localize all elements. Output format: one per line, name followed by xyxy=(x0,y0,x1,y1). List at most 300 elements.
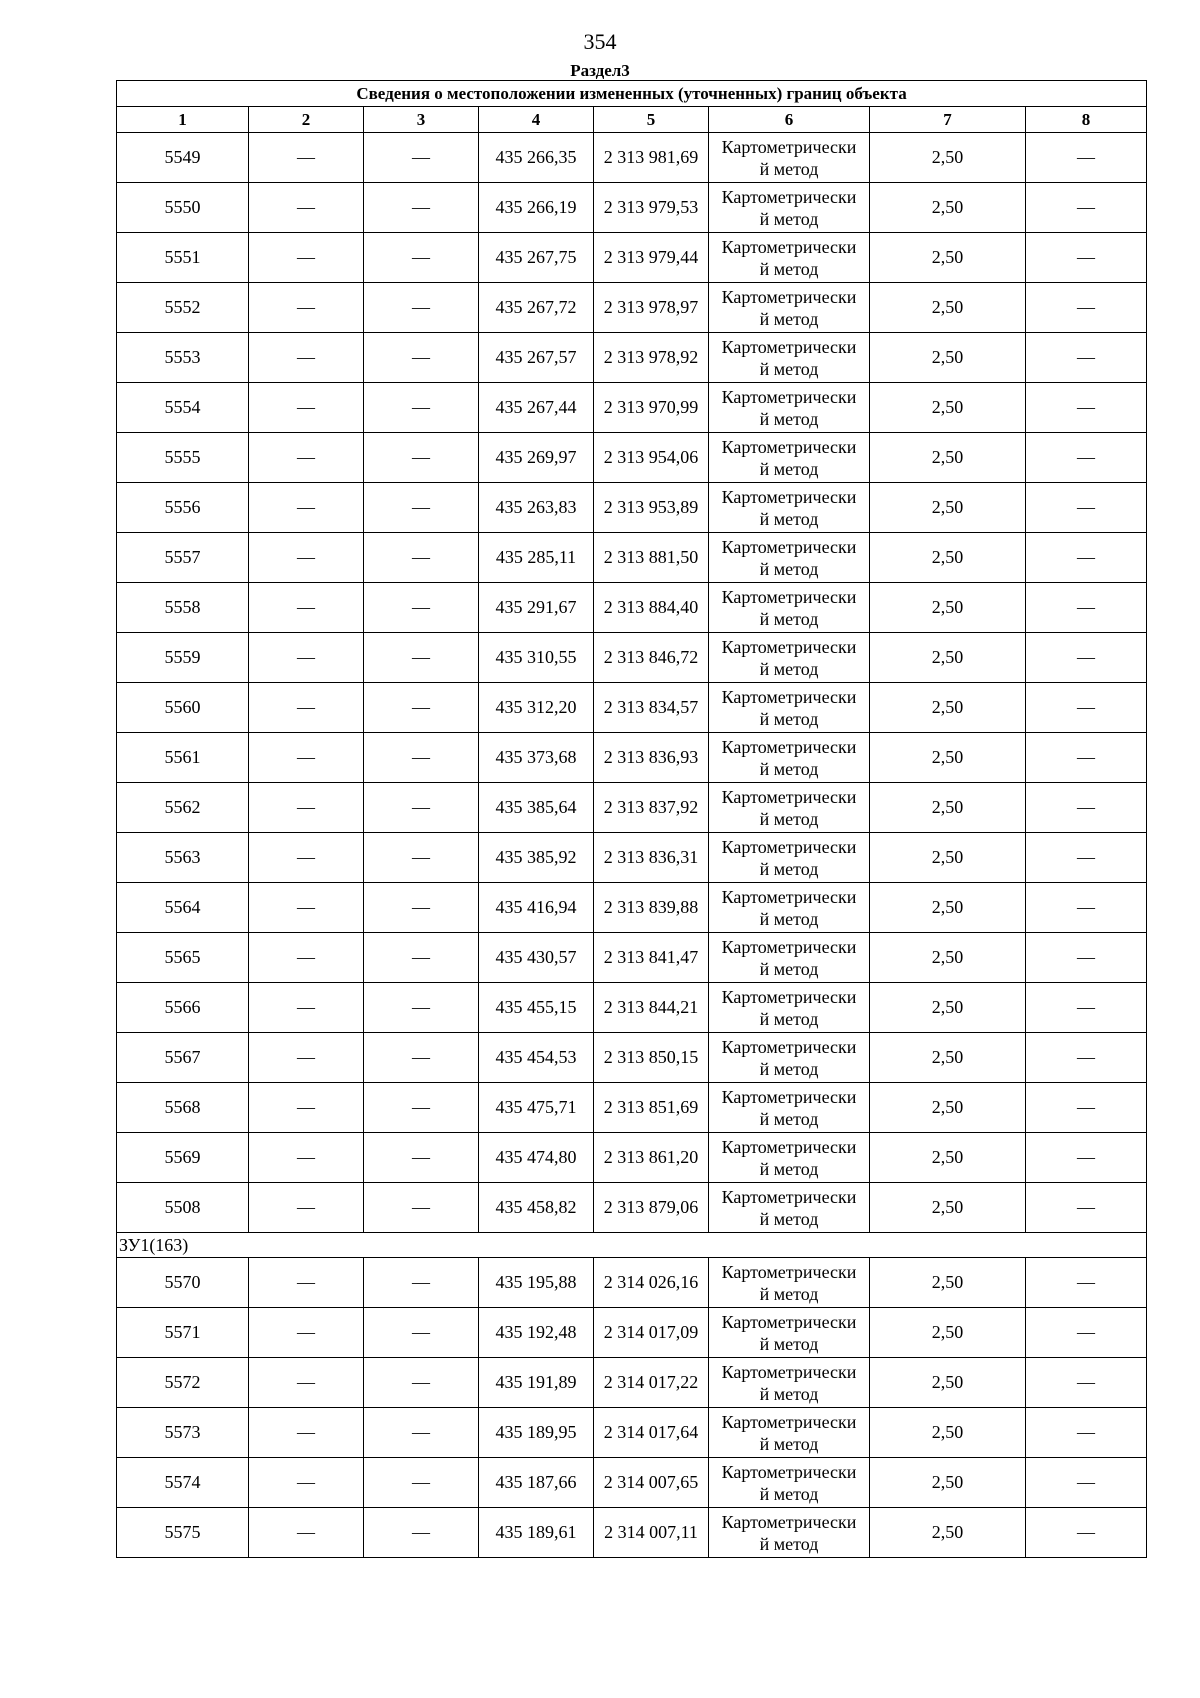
accuracy-cell: 2,50 xyxy=(870,1508,1026,1558)
column-8-cell: — xyxy=(1026,1358,1147,1408)
method-text-line-2: й метод xyxy=(759,1158,819,1179)
method-cell xyxy=(709,1458,870,1508)
table-row xyxy=(117,783,1147,833)
table-row xyxy=(117,1183,1147,1233)
x-coordinate-cell: 435 416,94 xyxy=(479,883,594,933)
point-number-cell: 5560 xyxy=(117,683,249,733)
column-2-cell: — xyxy=(249,883,364,933)
method-text-line-1: Картометрически xyxy=(721,836,857,857)
x-coordinate-cell: 435 312,20 xyxy=(479,683,594,733)
table-row xyxy=(117,1408,1147,1458)
column-header-7: 7 xyxy=(870,107,1026,133)
column-header-6: 6 xyxy=(709,107,870,133)
column-3-cell: — xyxy=(364,633,479,683)
y-coordinate-cell: 2 313 841,47 xyxy=(594,933,709,983)
column-header-3: 3 xyxy=(364,107,479,133)
x-coordinate-cell: 435 187,66 xyxy=(479,1458,594,1508)
y-coordinate-cell: 2 314 017,64 xyxy=(594,1408,709,1458)
method-text-line-1: Картометрически xyxy=(721,1361,857,1382)
column-2-cell: — xyxy=(249,933,364,983)
method-text-line-2: й метод xyxy=(759,458,819,479)
column-8-cell: — xyxy=(1026,133,1147,183)
point-number-cell: 5508 xyxy=(117,1183,249,1233)
point-number-cell: 5555 xyxy=(117,433,249,483)
column-2-cell: — xyxy=(249,1183,364,1233)
accuracy-cell: 2,50 xyxy=(870,683,1026,733)
accuracy-cell: 2,50 xyxy=(870,1458,1026,1508)
y-coordinate-cell: 2 313 979,44 xyxy=(594,233,709,283)
x-coordinate-cell: 435 267,57 xyxy=(479,333,594,383)
column-2-cell: — xyxy=(249,383,364,433)
column-2-cell: — xyxy=(249,783,364,833)
method-text-line-2: й метод xyxy=(759,608,819,629)
x-coordinate-cell: 435 285,11 xyxy=(479,533,594,583)
method-text-line-1: Картометрически xyxy=(721,1511,857,1532)
method-cell xyxy=(709,133,870,183)
column-2-cell: — xyxy=(249,1033,364,1083)
column-8-cell: — xyxy=(1026,383,1147,433)
y-coordinate-cell: 2 313 884,40 xyxy=(594,583,709,633)
x-coordinate-cell: 435 458,82 xyxy=(479,1183,594,1233)
table-row xyxy=(117,1258,1147,1308)
column-8-cell: — xyxy=(1026,1183,1147,1233)
column-3-cell: — xyxy=(364,733,479,783)
method-cell xyxy=(709,783,870,833)
column-8-cell: — xyxy=(1026,933,1147,983)
table-row xyxy=(117,1308,1147,1358)
method-text-line-1: Картометрически xyxy=(721,986,857,1007)
column-8-cell: — xyxy=(1026,733,1147,783)
method-cell xyxy=(709,383,870,433)
column-3-cell: — xyxy=(364,333,479,383)
method-cell xyxy=(709,1508,870,1558)
y-coordinate-cell: 2 313 846,72 xyxy=(594,633,709,683)
method-text-line-1: Картометрически xyxy=(721,1036,857,1057)
column-8-cell: — xyxy=(1026,983,1147,1033)
method-cell xyxy=(709,733,870,783)
x-coordinate-cell: 435 373,68 xyxy=(479,733,594,783)
method-text-line-2: й метод xyxy=(759,808,819,829)
column-2-cell: — xyxy=(249,583,364,633)
method-text-line-1: Картометрически xyxy=(721,586,857,607)
x-coordinate-cell: 435 267,44 xyxy=(479,383,594,433)
method-text-line-1: Картометрически xyxy=(721,236,857,257)
group-label-row xyxy=(117,1233,1147,1258)
column-2-cell: — xyxy=(249,1458,364,1508)
method-cell xyxy=(709,833,870,883)
x-coordinate-cell: 435 269,97 xyxy=(479,433,594,483)
column-3-cell: — xyxy=(364,883,479,933)
x-coordinate-cell: 435 189,95 xyxy=(479,1408,594,1458)
y-coordinate-cell: 2 313 837,92 xyxy=(594,783,709,833)
accuracy-cell: 2,50 xyxy=(870,1183,1026,1233)
table-row xyxy=(117,833,1147,883)
method-text-line-1: Картометрически xyxy=(721,1136,857,1157)
column-header-row xyxy=(117,107,1147,133)
column-2-cell: — xyxy=(249,533,364,583)
point-number-cell: 5551 xyxy=(117,233,249,283)
method-text-line-1: Картометрически xyxy=(721,1411,857,1432)
column-3-cell: — xyxy=(364,783,479,833)
method-text-line-1: Картометрически xyxy=(721,486,857,507)
column-2-cell: — xyxy=(249,733,364,783)
point-number-cell: 5559 xyxy=(117,633,249,683)
x-coordinate-cell: 435 267,72 xyxy=(479,283,594,333)
accuracy-cell: 2,50 xyxy=(870,383,1026,433)
y-coordinate-cell: 2 314 007,65 xyxy=(594,1458,709,1508)
x-coordinate-cell: 435 189,61 xyxy=(479,1508,594,1558)
method-cell xyxy=(709,333,870,383)
x-coordinate-cell: 435 263,83 xyxy=(479,483,594,533)
y-coordinate-cell: 2 313 850,15 xyxy=(594,1033,709,1083)
column-2-cell: — xyxy=(249,1408,364,1458)
table-row xyxy=(117,1033,1147,1083)
column-2-cell: — xyxy=(249,1358,364,1408)
point-number-cell: 5557 xyxy=(117,533,249,583)
accuracy-cell: 2,50 xyxy=(870,533,1026,583)
table-row xyxy=(117,383,1147,433)
column-3-cell: — xyxy=(364,183,479,233)
method-text-line-2: й метод xyxy=(759,1058,819,1079)
column-2-cell: — xyxy=(249,1133,364,1183)
y-coordinate-cell: 2 313 879,06 xyxy=(594,1183,709,1233)
column-8-cell: — xyxy=(1026,1133,1147,1183)
column-8-cell: — xyxy=(1026,333,1147,383)
method-cell xyxy=(709,533,870,583)
column-8-cell: — xyxy=(1026,283,1147,333)
y-coordinate-cell: 2 313 881,50 xyxy=(594,533,709,583)
method-cell xyxy=(709,233,870,283)
x-coordinate-cell: 435 385,64 xyxy=(479,783,594,833)
column-3-cell: — xyxy=(364,483,479,533)
method-cell xyxy=(709,583,870,633)
point-number-cell: 5567 xyxy=(117,1033,249,1083)
point-number-cell: 5550 xyxy=(117,183,249,233)
table-row xyxy=(117,183,1147,233)
method-text-line-2: й метод xyxy=(759,1383,819,1404)
column-3-cell: — xyxy=(364,1133,479,1183)
accuracy-cell: 2,50 xyxy=(870,1408,1026,1458)
accuracy-cell: 2,50 xyxy=(870,283,1026,333)
y-coordinate-cell: 2 313 970,99 xyxy=(594,383,709,433)
x-coordinate-cell: 435 455,15 xyxy=(479,983,594,1033)
method-text-line-2: й метод xyxy=(759,408,819,429)
method-text-line-1: Картометрически xyxy=(721,1186,857,1207)
y-coordinate-cell: 2 313 851,69 xyxy=(594,1083,709,1133)
y-coordinate-cell: 2 313 978,92 xyxy=(594,333,709,383)
y-coordinate-cell: 2 314 017,22 xyxy=(594,1358,709,1408)
column-2-cell: — xyxy=(249,1308,364,1358)
point-number-cell: 5564 xyxy=(117,883,249,933)
method-cell xyxy=(709,683,870,733)
column-8-cell: — xyxy=(1026,183,1147,233)
y-coordinate-cell: 2 313 844,21 xyxy=(594,983,709,1033)
x-coordinate-cell: 435 191,89 xyxy=(479,1358,594,1408)
method-text-line-1: Картометрически xyxy=(721,386,857,407)
method-text-line-1: Картометрически xyxy=(721,1311,857,1332)
y-coordinate-cell: 2 314 026,16 xyxy=(594,1258,709,1308)
point-number-cell: 5558 xyxy=(117,583,249,633)
method-text-line-2: й метод xyxy=(759,1333,819,1354)
method-text-line-1: Картометрически xyxy=(721,336,857,357)
column-3-cell: — xyxy=(364,933,479,983)
column-3-cell: — xyxy=(364,233,479,283)
column-2-cell: — xyxy=(249,333,364,383)
table-row xyxy=(117,883,1147,933)
column-header-4: 4 xyxy=(479,107,594,133)
table-row xyxy=(117,433,1147,483)
method-cell xyxy=(709,1033,870,1083)
method-text-line-2: й метод xyxy=(759,1533,819,1554)
point-number-cell: 5571 xyxy=(117,1308,249,1358)
x-coordinate-cell: 435 195,88 xyxy=(479,1258,594,1308)
point-number-cell: 5561 xyxy=(117,733,249,783)
table-row xyxy=(117,933,1147,983)
method-text-line-2: й метод xyxy=(759,1433,819,1454)
point-number-cell: 5566 xyxy=(117,983,249,1033)
method-text-line-2: й метод xyxy=(759,208,819,229)
y-coordinate-cell: 2 313 834,57 xyxy=(594,683,709,733)
column-3-cell: — xyxy=(364,133,479,183)
accuracy-cell: 2,50 xyxy=(870,1258,1026,1308)
group-label: ЗУ1(163) xyxy=(117,1233,1147,1258)
x-coordinate-cell: 435 266,35 xyxy=(479,133,594,183)
accuracy-cell: 2,50 xyxy=(870,333,1026,383)
table-row xyxy=(117,133,1147,183)
column-8-cell: — xyxy=(1026,233,1147,283)
method-text-line-1: Картометрически xyxy=(721,636,857,657)
method-text-line-2: й метод xyxy=(759,1283,819,1304)
method-text-line-1: Картометрически xyxy=(721,1261,857,1282)
point-number-cell: 5562 xyxy=(117,783,249,833)
method-text-line-2: й метод xyxy=(759,1208,819,1229)
accuracy-cell: 2,50 xyxy=(870,1308,1026,1358)
y-coordinate-cell: 2 313 953,89 xyxy=(594,483,709,533)
method-text-line-1: Картометрически xyxy=(721,786,857,807)
method-text-line-2: й метод xyxy=(759,708,819,729)
column-8-cell: — xyxy=(1026,1508,1147,1558)
x-coordinate-cell: 435 430,57 xyxy=(479,933,594,983)
column-2-cell: — xyxy=(249,1508,364,1558)
x-coordinate-cell: 435 474,80 xyxy=(479,1133,594,1183)
point-number-cell: 5575 xyxy=(117,1508,249,1558)
table-row xyxy=(117,633,1147,683)
point-number-cell: 5554 xyxy=(117,383,249,433)
accuracy-cell: 2,50 xyxy=(870,583,1026,633)
column-8-cell: — xyxy=(1026,1408,1147,1458)
method-cell xyxy=(709,1408,870,1458)
table-row xyxy=(117,1083,1147,1133)
page-number: 354 xyxy=(583,29,617,54)
method-text-line-2: й метод xyxy=(759,958,819,979)
method-text-line-1: Картометрически xyxy=(721,286,857,307)
method-cell xyxy=(709,633,870,683)
method-text-line-2: й метод xyxy=(759,308,819,329)
accuracy-cell: 2,50 xyxy=(870,783,1026,833)
method-cell xyxy=(709,1308,870,1358)
table-row xyxy=(117,533,1147,583)
method-cell xyxy=(709,483,870,533)
table-title: Сведения о местоположении измененных (уточненных) границ объекта xyxy=(117,81,1147,107)
table-row xyxy=(117,333,1147,383)
column-3-cell: — xyxy=(364,1308,479,1358)
accuracy-cell: 2,50 xyxy=(870,633,1026,683)
method-text-line-2: й метод xyxy=(759,558,819,579)
point-number-cell: 5552 xyxy=(117,283,249,333)
column-header-1: 1 xyxy=(117,107,249,133)
column-header-8: 8 xyxy=(1026,107,1147,133)
y-coordinate-cell: 2 313 836,31 xyxy=(594,833,709,883)
method-text-line-2: й метод xyxy=(759,258,819,279)
method-cell xyxy=(709,1133,870,1183)
column-8-cell: — xyxy=(1026,883,1147,933)
accuracy-cell: 2,50 xyxy=(870,933,1026,983)
column-3-cell: — xyxy=(364,1083,479,1133)
accuracy-cell: 2,50 xyxy=(870,433,1026,483)
accuracy-cell: 2,50 xyxy=(870,1133,1026,1183)
column-3-cell: — xyxy=(364,983,479,1033)
table-row xyxy=(117,1458,1147,1508)
method-text-line-2: й метод xyxy=(759,1008,819,1029)
column-8-cell: — xyxy=(1026,533,1147,583)
y-coordinate-cell: 2 313 861,20 xyxy=(594,1133,709,1183)
column-8-cell: — xyxy=(1026,683,1147,733)
column-3-cell: — xyxy=(364,1358,479,1408)
x-coordinate-cell: 435 291,67 xyxy=(479,583,594,633)
column-8-cell: — xyxy=(1026,1308,1147,1358)
method-text-line-1: Картометрически xyxy=(721,936,857,957)
accuracy-cell: 2,50 xyxy=(870,1083,1026,1133)
method-cell xyxy=(709,1358,870,1408)
accuracy-cell: 2,50 xyxy=(870,483,1026,533)
point-number-cell: 5556 xyxy=(117,483,249,533)
accuracy-cell: 2,50 xyxy=(870,1358,1026,1408)
column-8-cell: — xyxy=(1026,483,1147,533)
x-coordinate-cell: 435 385,92 xyxy=(479,833,594,883)
column-8-cell: — xyxy=(1026,1458,1147,1508)
method-cell xyxy=(709,1258,870,1308)
column-2-cell: — xyxy=(249,1083,364,1133)
table-row xyxy=(117,1508,1147,1558)
column-3-cell: — xyxy=(364,1033,479,1083)
table-row xyxy=(117,733,1147,783)
point-number-cell: 5570 xyxy=(117,1258,249,1308)
method-text-line-1: Картометрически xyxy=(721,736,857,757)
x-coordinate-cell: 435 454,53 xyxy=(479,1033,594,1083)
point-number-cell: 5569 xyxy=(117,1133,249,1183)
column-3-cell: — xyxy=(364,833,479,883)
y-coordinate-cell: 2 313 836,93 xyxy=(594,733,709,783)
y-coordinate-cell: 2 313 978,97 xyxy=(594,283,709,333)
accuracy-cell: 2,50 xyxy=(870,883,1026,933)
table-row xyxy=(117,583,1147,633)
column-3-cell: — xyxy=(364,433,479,483)
column-8-cell: — xyxy=(1026,833,1147,883)
table-row xyxy=(117,283,1147,333)
x-coordinate-cell: 435 310,55 xyxy=(479,633,594,683)
method-text-line-2: й метод xyxy=(759,1483,819,1504)
method-text-line-1: Картометрически xyxy=(721,1461,857,1482)
x-coordinate-cell: 435 267,75 xyxy=(479,233,594,283)
table-row xyxy=(117,483,1147,533)
point-number-cell: 5565 xyxy=(117,933,249,983)
column-2-cell: — xyxy=(249,283,364,333)
column-8-cell: — xyxy=(1026,1258,1147,1308)
table-row xyxy=(117,233,1147,283)
point-number-cell: 5573 xyxy=(117,1408,249,1458)
method-text-line-1: Картометрически xyxy=(721,186,857,207)
y-coordinate-cell: 2 314 017,09 xyxy=(594,1308,709,1358)
method-text-line-1: Картометрически xyxy=(721,536,857,557)
column-2-cell: — xyxy=(249,433,364,483)
coordinates-table xyxy=(116,80,1147,1558)
method-text-line-1: Картометрически xyxy=(721,136,857,157)
y-coordinate-cell: 2 314 007,11 xyxy=(594,1508,709,1558)
column-3-cell: — xyxy=(364,1258,479,1308)
column-3-cell: — xyxy=(364,1508,479,1558)
point-number-cell: 5549 xyxy=(117,133,249,183)
column-2-cell: — xyxy=(249,833,364,883)
method-cell xyxy=(709,433,870,483)
y-coordinate-cell: 2 313 954,06 xyxy=(594,433,709,483)
y-coordinate-cell: 2 313 839,88 xyxy=(594,883,709,933)
column-8-cell: — xyxy=(1026,1033,1147,1083)
method-text-line-2: й метод xyxy=(759,858,819,879)
column-8-cell: — xyxy=(1026,1083,1147,1133)
accuracy-cell: 2,50 xyxy=(870,983,1026,1033)
column-3-cell: — xyxy=(364,583,479,633)
column-3-cell: — xyxy=(364,1458,479,1508)
column-header-2: 2 xyxy=(249,107,364,133)
method-cell xyxy=(709,883,870,933)
accuracy-cell: 2,50 xyxy=(870,733,1026,783)
column-8-cell: — xyxy=(1026,633,1147,683)
column-3-cell: — xyxy=(364,1408,479,1458)
column-2-cell: — xyxy=(249,983,364,1033)
method-text-line-2: й метод xyxy=(759,658,819,679)
method-text-line-1: Картометрически xyxy=(721,886,857,907)
point-number-cell: 5568 xyxy=(117,1083,249,1133)
method-cell xyxy=(709,183,870,233)
method-cell xyxy=(709,1183,870,1233)
method-text-line-2: й метод xyxy=(759,1108,819,1129)
column-2-cell: — xyxy=(249,233,364,283)
column-2-cell: — xyxy=(249,133,364,183)
method-text-line-2: й метод xyxy=(759,508,819,529)
method-text-line-2: й метод xyxy=(759,758,819,779)
y-coordinate-cell: 2 313 979,53 xyxy=(594,183,709,233)
column-2-cell: — xyxy=(249,1258,364,1308)
column-2-cell: — xyxy=(249,683,364,733)
x-coordinate-cell: 435 192,48 xyxy=(479,1308,594,1358)
column-3-cell: — xyxy=(364,383,479,433)
column-3-cell: — xyxy=(364,683,479,733)
point-number-cell: 5553 xyxy=(117,333,249,383)
table-body xyxy=(117,133,1147,1558)
method-text-line-1: Картометрически xyxy=(721,436,857,457)
y-coordinate-cell: 2 313 981,69 xyxy=(594,133,709,183)
table-row xyxy=(117,983,1147,1033)
column-3-cell: — xyxy=(364,533,479,583)
method-cell xyxy=(709,983,870,1033)
table-row xyxy=(117,683,1147,733)
method-cell xyxy=(709,283,870,333)
column-2-cell: — xyxy=(249,483,364,533)
column-3-cell: — xyxy=(364,283,479,333)
column-header-5: 5 xyxy=(594,107,709,133)
accuracy-cell: 2,50 xyxy=(870,1033,1026,1083)
table-row xyxy=(117,1358,1147,1408)
